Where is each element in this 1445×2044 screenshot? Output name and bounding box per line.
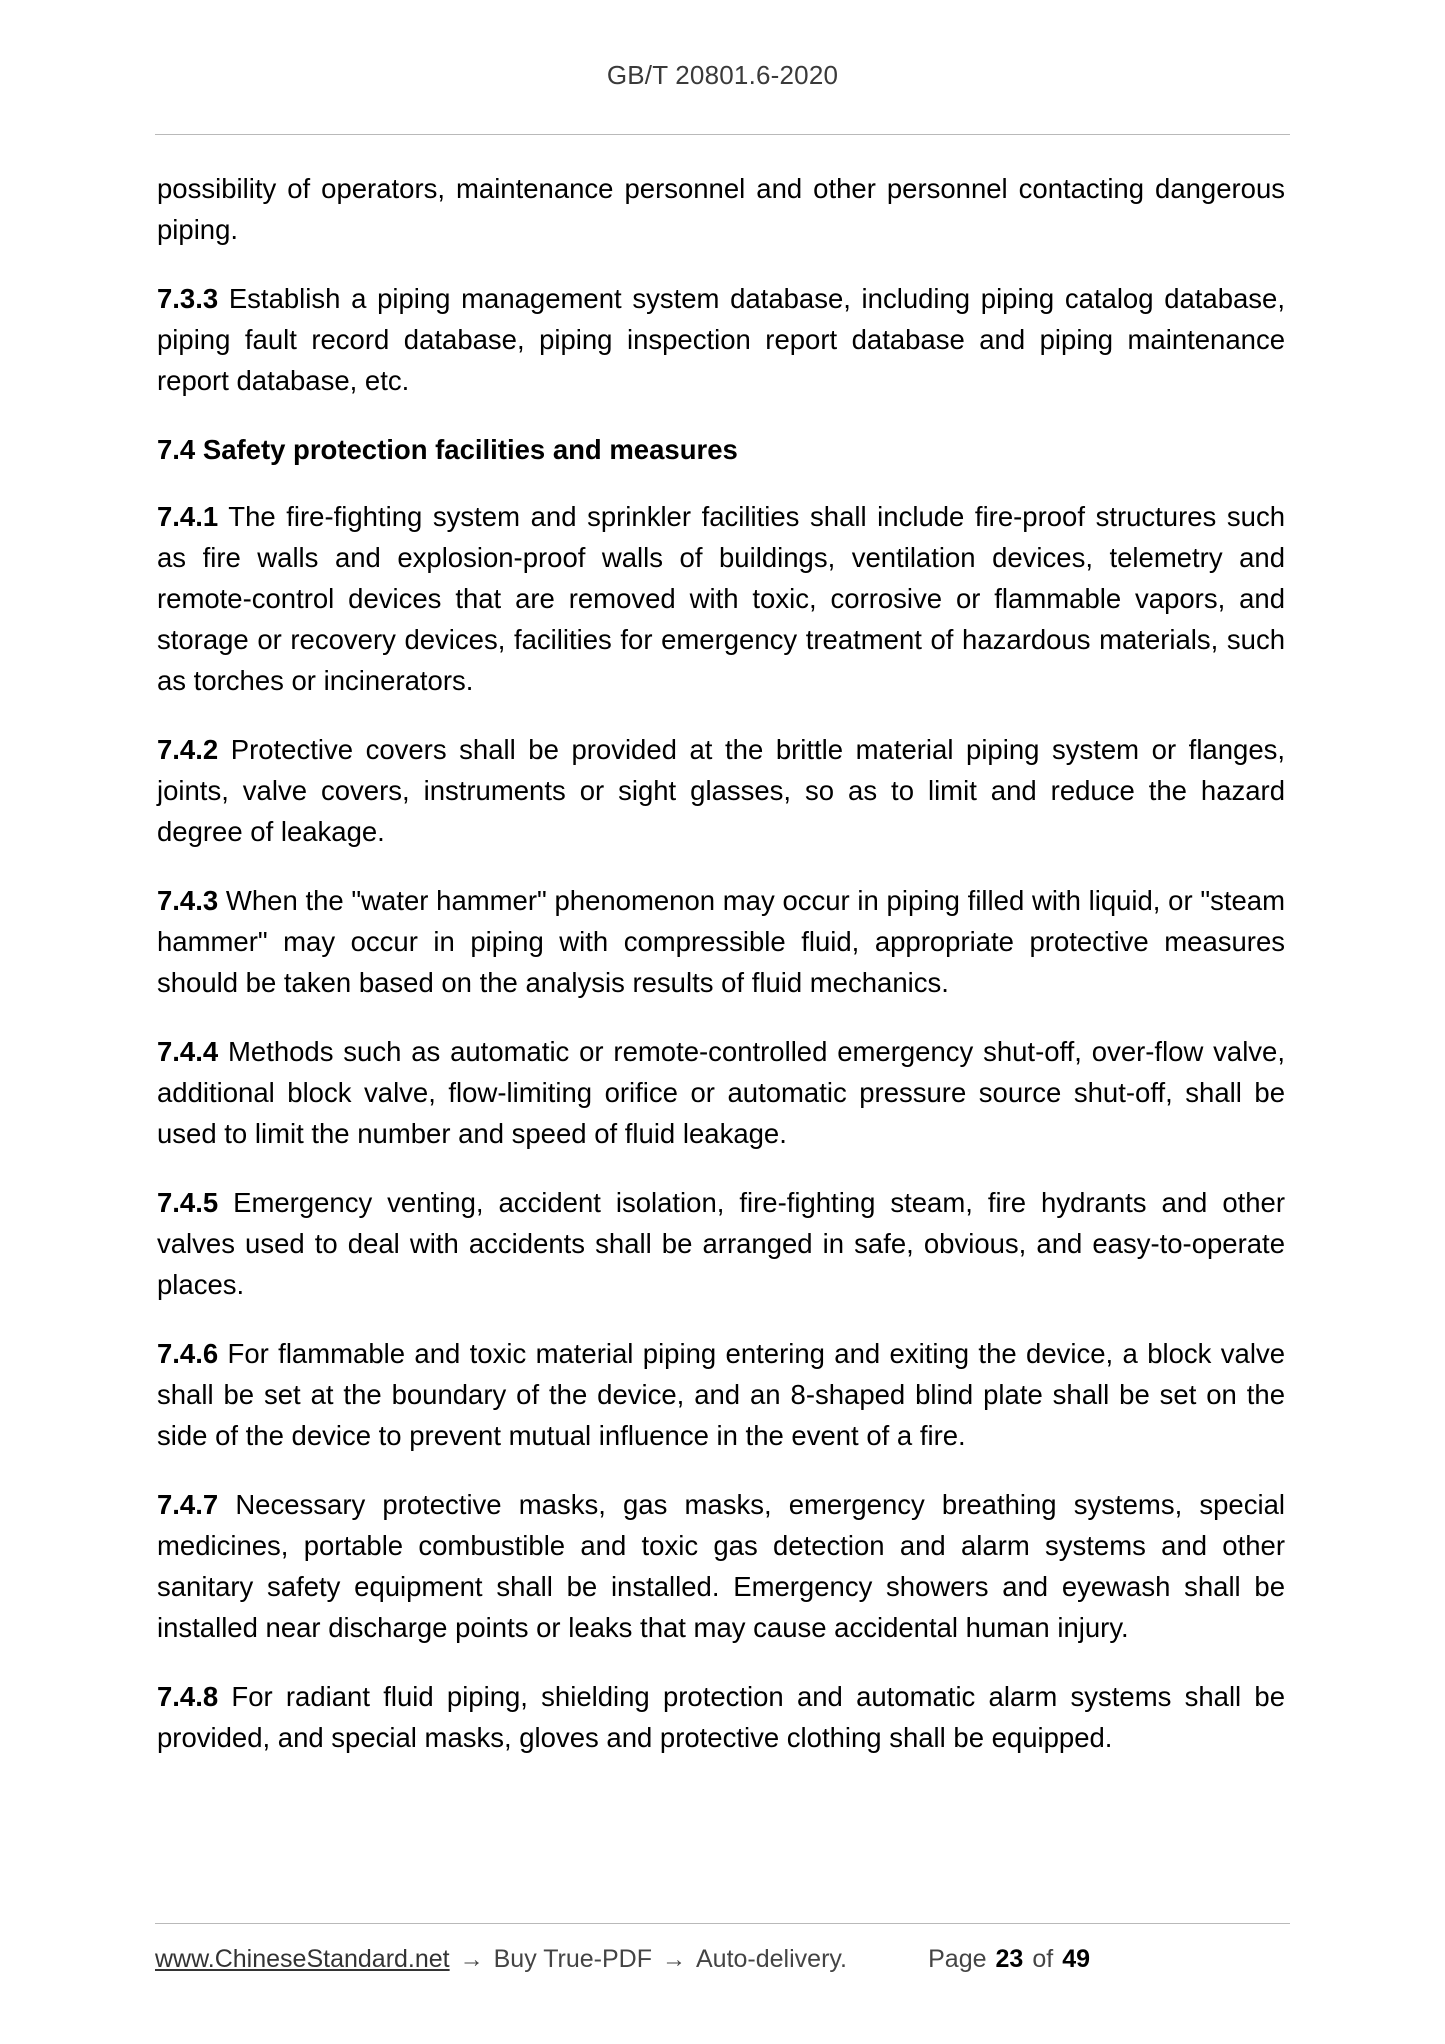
paragraph-7-4-7 xyxy=(157,1484,1285,1648)
auto-delivery-text: Auto-delivery. xyxy=(696,1944,847,1973)
paragraph-7-4-6 xyxy=(157,1333,1285,1456)
clause-number: 7.4.2 xyxy=(157,734,219,765)
paragraph-7-4-2 xyxy=(157,729,1285,852)
clause-number: 7.4.4 xyxy=(157,1036,219,1067)
buy-true-pdf-text: Buy True-PDF xyxy=(493,1944,652,1973)
paragraph-7-3-3 xyxy=(157,278,1285,401)
section-heading-7-4: 7.4 Safety protection facilities and measures xyxy=(157,434,738,465)
paragraph-text: Necessary protective masks, gas masks, emergency breathing systems, special medicines, portable combustible and toxic gas detection and alarm systems and other sanitary safety equipment shall be installed. Emergency showers and eyewash shall be installed near discharge points or leaks that may cause accidental human injury. xyxy=(157,1489,1285,1643)
footer-divider xyxy=(155,1923,1290,1924)
of-label: of xyxy=(1032,1944,1054,1973)
paragraph-text: For flammable and toxic material piping entering and exiting the device, a block valve shall be set at the boundary of the device, and an 8-shaped blind plate shall be set on the side of the device to prevent mutual influence in the event of a fire. xyxy=(157,1338,1285,1451)
arrow-right-icon: → xyxy=(459,1945,484,1973)
paragraph-7-4-3 xyxy=(157,880,1285,1003)
paragraph-text: Emergency venting, accident isolation, fire-fighting steam, fire hydrants and other valves used to deal with accidents shall be arranged in safe, obvious, and easy-to-operate places. xyxy=(157,1187,1285,1300)
paragraph-text: Establish a piping management system database, including piping catalog database, piping fault record database, piping inspection report database and piping maintenance report database, etc. xyxy=(157,283,1285,396)
paragraph-text: When the "water hammer" phenomenon may occur in piping filled with liquid, or "steam hammer" may occur in piping with compressible fluid, appropriate protective measures should be taken based on the analysis results of fluid mechanics. xyxy=(157,885,1285,998)
paragraph-text: Methods such as automatic or remote-controlled emergency shut-off, over-flow valve, additional block valve, flow-limiting orifice or automatic pressure source shut-off, shall be used to limit the number and speed of fluid leakage. xyxy=(157,1036,1285,1149)
paragraph-text: possibility of operators, maintenance personnel and other personnel contacting dangerous piping. xyxy=(157,173,1285,245)
paragraph-7-4-4 xyxy=(157,1031,1285,1154)
paragraph-7-4-8 xyxy=(157,1676,1285,1758)
chinesestandard-link[interactable]: www.ChineseStandard.net xyxy=(155,1944,450,1973)
paragraph-7-4-1 xyxy=(157,496,1285,701)
clause-number: 7.4.7 xyxy=(157,1489,219,1520)
paragraph-continued xyxy=(157,168,1285,250)
page-footer xyxy=(155,1936,1290,1982)
paragraph-text: Protective covers shall be provided at the brittle material piping system or flanges, joints, valve covers, instruments or sight glasses, so as to limit and reduce the hazard degree of leakage. xyxy=(157,734,1285,847)
clause-number: 7.4.8 xyxy=(157,1681,219,1712)
clause-number: 7.4.3 xyxy=(157,885,219,916)
document-body xyxy=(157,168,1285,1758)
clause-number: 7.3.3 xyxy=(157,283,219,314)
paragraph-7-4-5 xyxy=(157,1182,1285,1305)
clause-number: 7.4.6 xyxy=(157,1338,219,1369)
page-header xyxy=(155,60,1290,91)
page-number: 23 xyxy=(995,1944,1024,1973)
total-pages: 49 xyxy=(1062,1944,1090,1973)
arrow-right-icon: → xyxy=(662,1945,686,1973)
header-divider xyxy=(155,134,1290,135)
page-indicator xyxy=(928,1945,1290,1974)
paragraph-text: For radiant fluid piping, shielding protection and automatic alarm systems shall be provided, and special masks, gloves and protective clothing shall be equipped. xyxy=(157,1681,1285,1753)
page-label: Page xyxy=(928,1944,987,1973)
clause-number: 7.4.5 xyxy=(157,1187,219,1218)
footer-promo xyxy=(155,1945,847,1974)
paragraph-text: The fire-fighting system and sprinkler facilities shall include fire-proof structures such as fire walls and explosion-proof walls of buildings, ventilation devices, telemetry and remote-control devices that are removed with toxic, corrosive or flammable vapors, and storage or recovery devices, facilities for emergency treatment of hazardous materials, such as torches or incinerators. xyxy=(157,501,1285,696)
standard-number: GB/T 20801.6-2020 xyxy=(606,60,839,90)
clause-number: 7.4.1 xyxy=(157,501,219,532)
